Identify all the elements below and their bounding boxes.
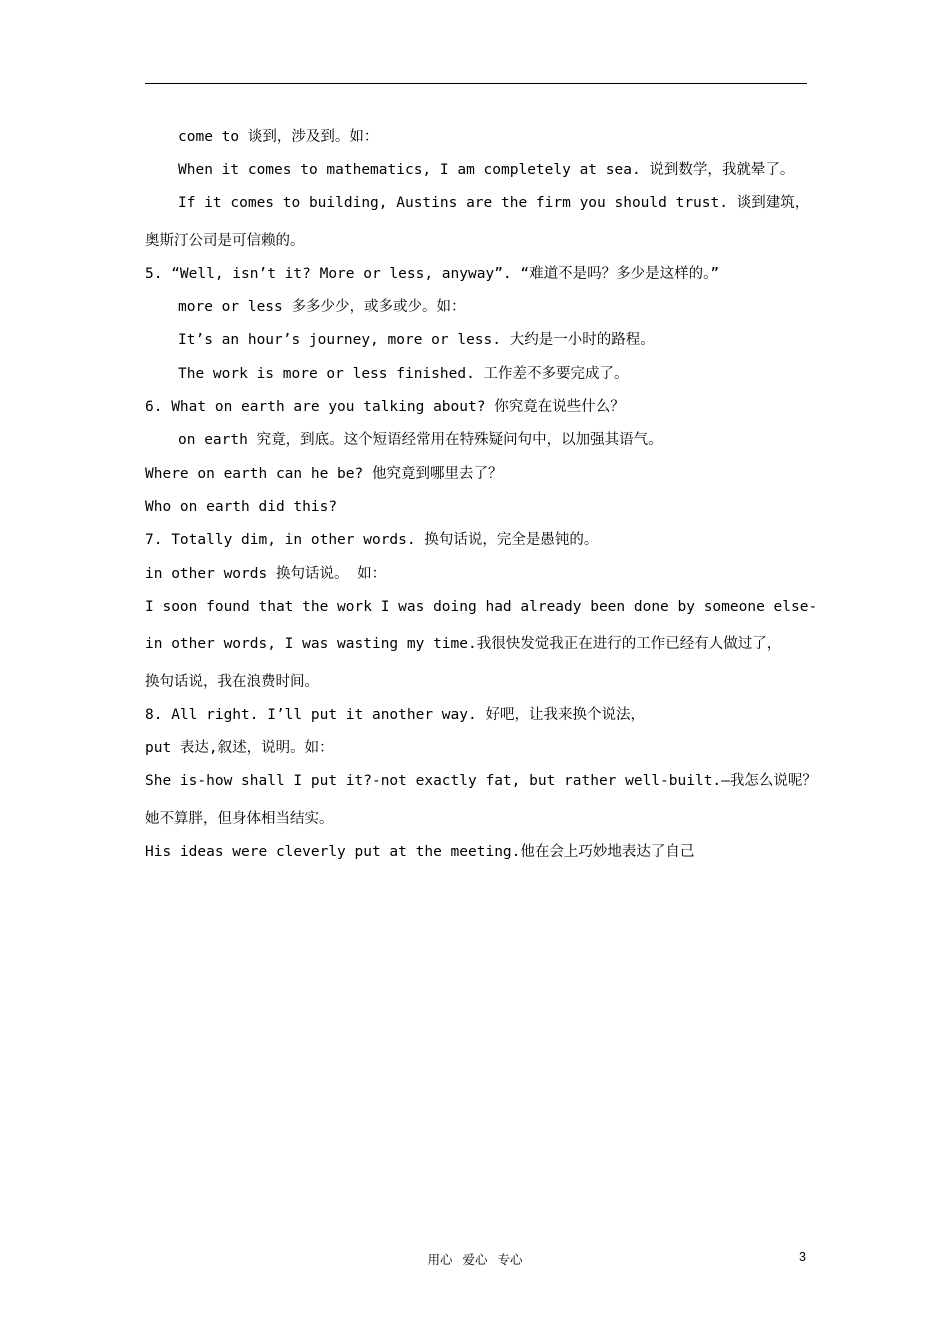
text-line: The work is more or less finished. 工作差不多要完成了。 [178,366,629,382]
page-number: 3 [799,1250,806,1264]
text-line: It’s an hour’s journey, more or less. 大约是一小时的路程。 [178,332,655,348]
text-line: more or less 多多少少，或多或少。如： [178,299,466,315]
text-line: 换句话说，我在浪费时间。 [145,674,319,690]
text-line: in other words 换句话说。 如： [145,566,387,582]
text-line: She is-how shall I put it?-not exactly fat, but rather well-built.—我怎么说呢？ [145,773,817,789]
text-line: Where on earth can he be? 他究竟到哪里去了？ [145,466,503,482]
text-line: Who on earth did this? [145,499,338,515]
text-line: 她不算胖，但身体相当结实。 [145,811,334,827]
text-line: 7. Totally dim, in other words. 换句话说，完全是愚钝的。 [145,532,599,548]
header-rule [145,83,807,84]
text-line: 5. “Well, isn’t it? More or less, anyway”. “难道不是吗？多少是这样的。” [145,266,720,282]
text-line: 8. All right. I’ll put it another way. 好吧，让我来换个说法， [145,707,645,723]
text-line: 6. What on earth are you talking about? 你究竟在说些什么？ [145,399,625,415]
text-line: put 表达,叙述，说明。如： [145,740,334,756]
text-line: come to 谈到，涉及到。如： [178,129,379,145]
text-line: If it comes to building, Austins are the firm you should trust. 谈到建筑， [178,195,810,211]
footer-motto: 用心 爱心 专心 [427,1252,523,1267]
text-line: on earth 究竟，到底。这个短语经常用在特殊疑问句中，以加强其语气。 [178,432,663,448]
text-line: in other words, I was wasting my time.我很快发觉我正在进行的工作已经有人做过了， [145,636,782,652]
text-line: I soon found that the work I was doing had already been done by someone else- [145,599,818,615]
text-line: 奥斯汀公司是可信赖的。 [145,233,305,249]
text-line: His ideas were cleverly put at the meeting.他在会上巧妙地表达了自己 [145,844,695,860]
text-line: When it comes to mathematics, I am completely at sea. 说到数学，我就晕了。 [178,162,795,178]
